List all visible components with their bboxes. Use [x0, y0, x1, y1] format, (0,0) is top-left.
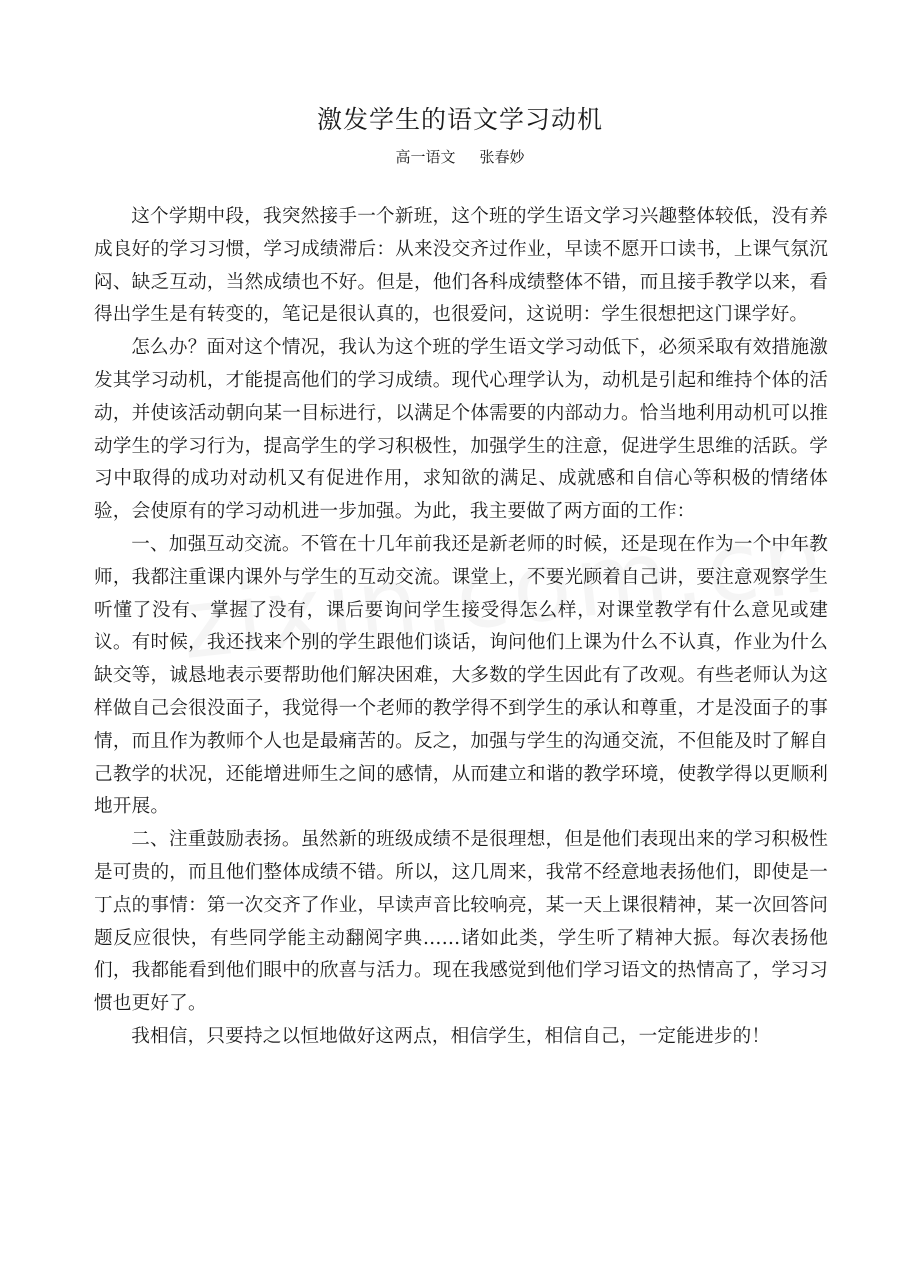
paragraph-conclusion: 我相信，只要持之以恒地做好这两点，相信学生，相信自己，一定能进步的！ — [131, 1025, 771, 1047]
paragraph-approach: 怎么办？面对这个情况，我认为这个班的学生语文学习动低下，必须采取有效措施激发其学习动机，才能提高他们的学习成绩。现代心理学认为，动机是引起和维持个体的活动，并使该活动朝向某一目标进行，以满足个体需要的内部动力。恰当地利用动机可以推动学生的学习行为，提高学生的学习积极性，加强学生的注意，促进学生思维的活跃。学习中取得的成功对动机又有促进作用，求知欲的满足、成就感和自信心等积极的情绪体验，会使原有的学习动机进一步加强。为此，我主要做了两方面的工作： — [94, 337, 828, 523]
document-title: 激发学生的语文学习动机 — [316, 105, 603, 134]
paragraph-intro: 这个学期中段，我突然接手一个新班，这个班的学生语文学习兴趣整体较低，没有养成良好的学习习惯，学习成绩滞后：从来没交齐过作业，早读不愿开口读书，上课气氛沉闷、缺乏互动，当然成绩也不好。但是，他们各科成绩整体不错，而且接手教学以来，看得出学生是有转变的，笔记是很认真的，也很爱问，这说明：学生很想把这门课学好。 — [94, 206, 828, 326]
article-body — [94, 201, 828, 1054]
paragraph-encouragement: 二、注重鼓励表扬。虽然新的班级成绩不是很理想，但是他们表现出来的学习积极性是可贵的，而且他们整体成绩不错。所以，这几周来，我常不经意地表扬他们，即使是一丁点的事情：第一次交齐了作业，早读声音比较响亮，某一天上课很精神，某一次回答问题反应很快，有些同学能主动翻阅字典……诸如此类，学生听了精神大振。每次表扬他们，我都能看到他们眼中的欣喜与活力。现在我感觉到他们学习语文的热情高了，学习习惯也更好了。 — [94, 829, 828, 1015]
grade-label: 高一语文 — [395, 148, 456, 166]
byline — [0, 146, 920, 168]
paragraph-interaction: 一、加强互动交流。不管在十几年前我还是新老师的时候，还是现在作为一个中年教师，我都注重课内课外与学生的互动交流。课堂上，不要光顾着自己讲，要注意观察学生听懂了没有、掌握了没有，课后要询问学生接受得怎么样，对课堂教学有什么意见或建议。有时候，我还找来个别的学生跟他们谈话，询问他们上课为什么不认真，作业为什么缺交等，诚恳地表示要帮助他们解决困难，大多数的学生因此有了改观。有些老师认为这样做自己会很没面子，我觉得一个老师的教学得不到学生的承认和尊重，才是没面子的事情，而且作为教师个人也是最痛苦的。反之，加强与学生的沟通交流，不但能及时了解自己教学的状况，还能增进师生之间的感情，从而建立和谐的教学环境，使教学得以更顺利地开展。 — [94, 533, 828, 818]
author-name: 张春妙 — [479, 148, 525, 166]
